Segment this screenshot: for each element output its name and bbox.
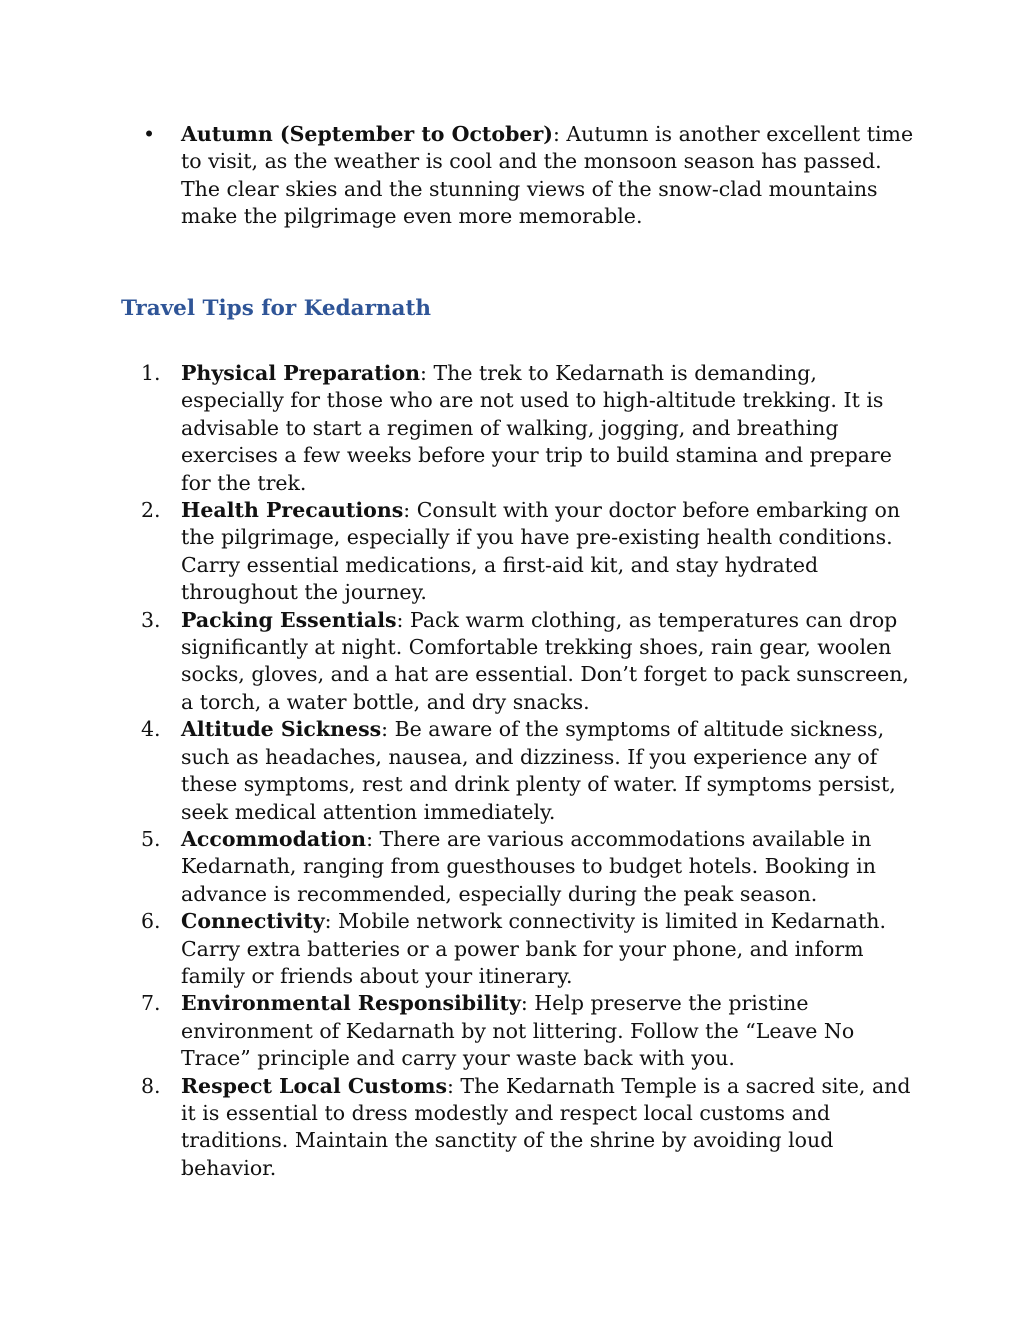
- tip-text: : Mobile network connectivity is limited in Kedarnath. Carry extra batteries or a power bank for your phone, and inform family or friends about your itinerary.: [181, 909, 887, 988]
- tip-number: 6.: [141, 909, 161, 934]
- tip-title: Health Precautions: [181, 498, 404, 523]
- tip-text: : There are various accommodations available in Kedarnath, ranging from guesthouses to budget hotels. Booking in advance is recommended, especially during the peak season.: [181, 826, 876, 906]
- tip-title: Altitude Sickness: [181, 717, 382, 742]
- tip-text: : The trek to Kedarnath is demanding, especially for those who are not used to high-altitude trekking. It is advisable to start a regimen of walking, jogging, and breathing exercises a few weeks before your trip to build stamina and prepare for the trek.: [181, 361, 892, 495]
- tip-text: : Help preserve the pristine environment of Kedarnath by not littering. Follow the “Leave No Trace” principle and carry your waste back with you.: [181, 991, 855, 1071]
- tip-item-connectivity: [141, 908, 916, 990]
- tip-item-environmental-responsibility: [141, 990, 916, 1072]
- tip-text: : Be aware of the symptoms of altitude sickness, such as headaches, nausea, and dizziness. If you experience any of these symptoms, rest and drink plenty of water. If symptoms persist, seek medical attention immediately.: [181, 717, 896, 824]
- bullet-item-title: Autumn (September to October): [181, 122, 553, 146]
- tip-title: Respect Local Customs: [181, 1073, 447, 1098]
- tip-number: 5.: [141, 826, 161, 851]
- tip-number: 3.: [141, 607, 161, 632]
- tip-item-packing-essentials: [141, 607, 916, 717]
- bullet-item-autumn: [142, 121, 916, 231]
- tip-item-accommodation: [141, 826, 916, 908]
- tip-item-altitude-sickness: [141, 716, 916, 826]
- tip-item-physical-preparation: [141, 360, 916, 497]
- tip-text: : The Kedarnath Temple is a sacred site, and it is essential to dress modestly and respect local customs and traditions. Maintain the sanctity of the shrine by avoiding loud behavior.: [181, 1073, 911, 1180]
- tip-number: 1.: [141, 361, 161, 385]
- tip-number: 4.: [141, 717, 161, 742]
- bullet-marker: •: [142, 122, 156, 146]
- tip-number: 8.: [141, 1073, 161, 1098]
- tip-title: Environmental Responsibility: [181, 991, 521, 1016]
- tip-text: : Consult with your doctor before embarking on the pilgrimage, especially if you have pre-existing health conditions. Carry essential medications, a first-aid kit, and stay hydrated throughout the journey.: [181, 498, 901, 605]
- tip-text: : Pack warm clothing, as temperatures can drop significantly at night. Comfortable trekking shoes, rain gear, woolen socks, gloves, and a hat are essential. Don’t forget to pack sunscreen, a torch, a water bottle, and dry snacks.: [181, 607, 909, 714]
- tip-title: Connectivity: [181, 909, 325, 934]
- tip-title: Accommodation: [181, 826, 367, 851]
- bullet-item-text: : Autumn is another excellent time to visit, as the weather is cool and the monsoon season has passed. The clear skies and the stunning views of the snow-clad mountains make the pilgrimage even more memorable.: [181, 122, 914, 229]
- season-bullet-list: [142, 121, 916, 231]
- tip-title: Physical Preparation: [181, 361, 421, 385]
- tip-title: Packing Essentials: [181, 607, 397, 632]
- tip-number: 7.: [141, 991, 161, 1016]
- tip-item-health-precautions: [141, 497, 916, 607]
- tip-number: 2.: [141, 498, 161, 523]
- travel-tips-list: [141, 360, 916, 1182]
- section-heading: Travel Tips for Kedarnath: [121, 296, 432, 321]
- tip-item-respect-local-customs: [141, 1073, 916, 1183]
